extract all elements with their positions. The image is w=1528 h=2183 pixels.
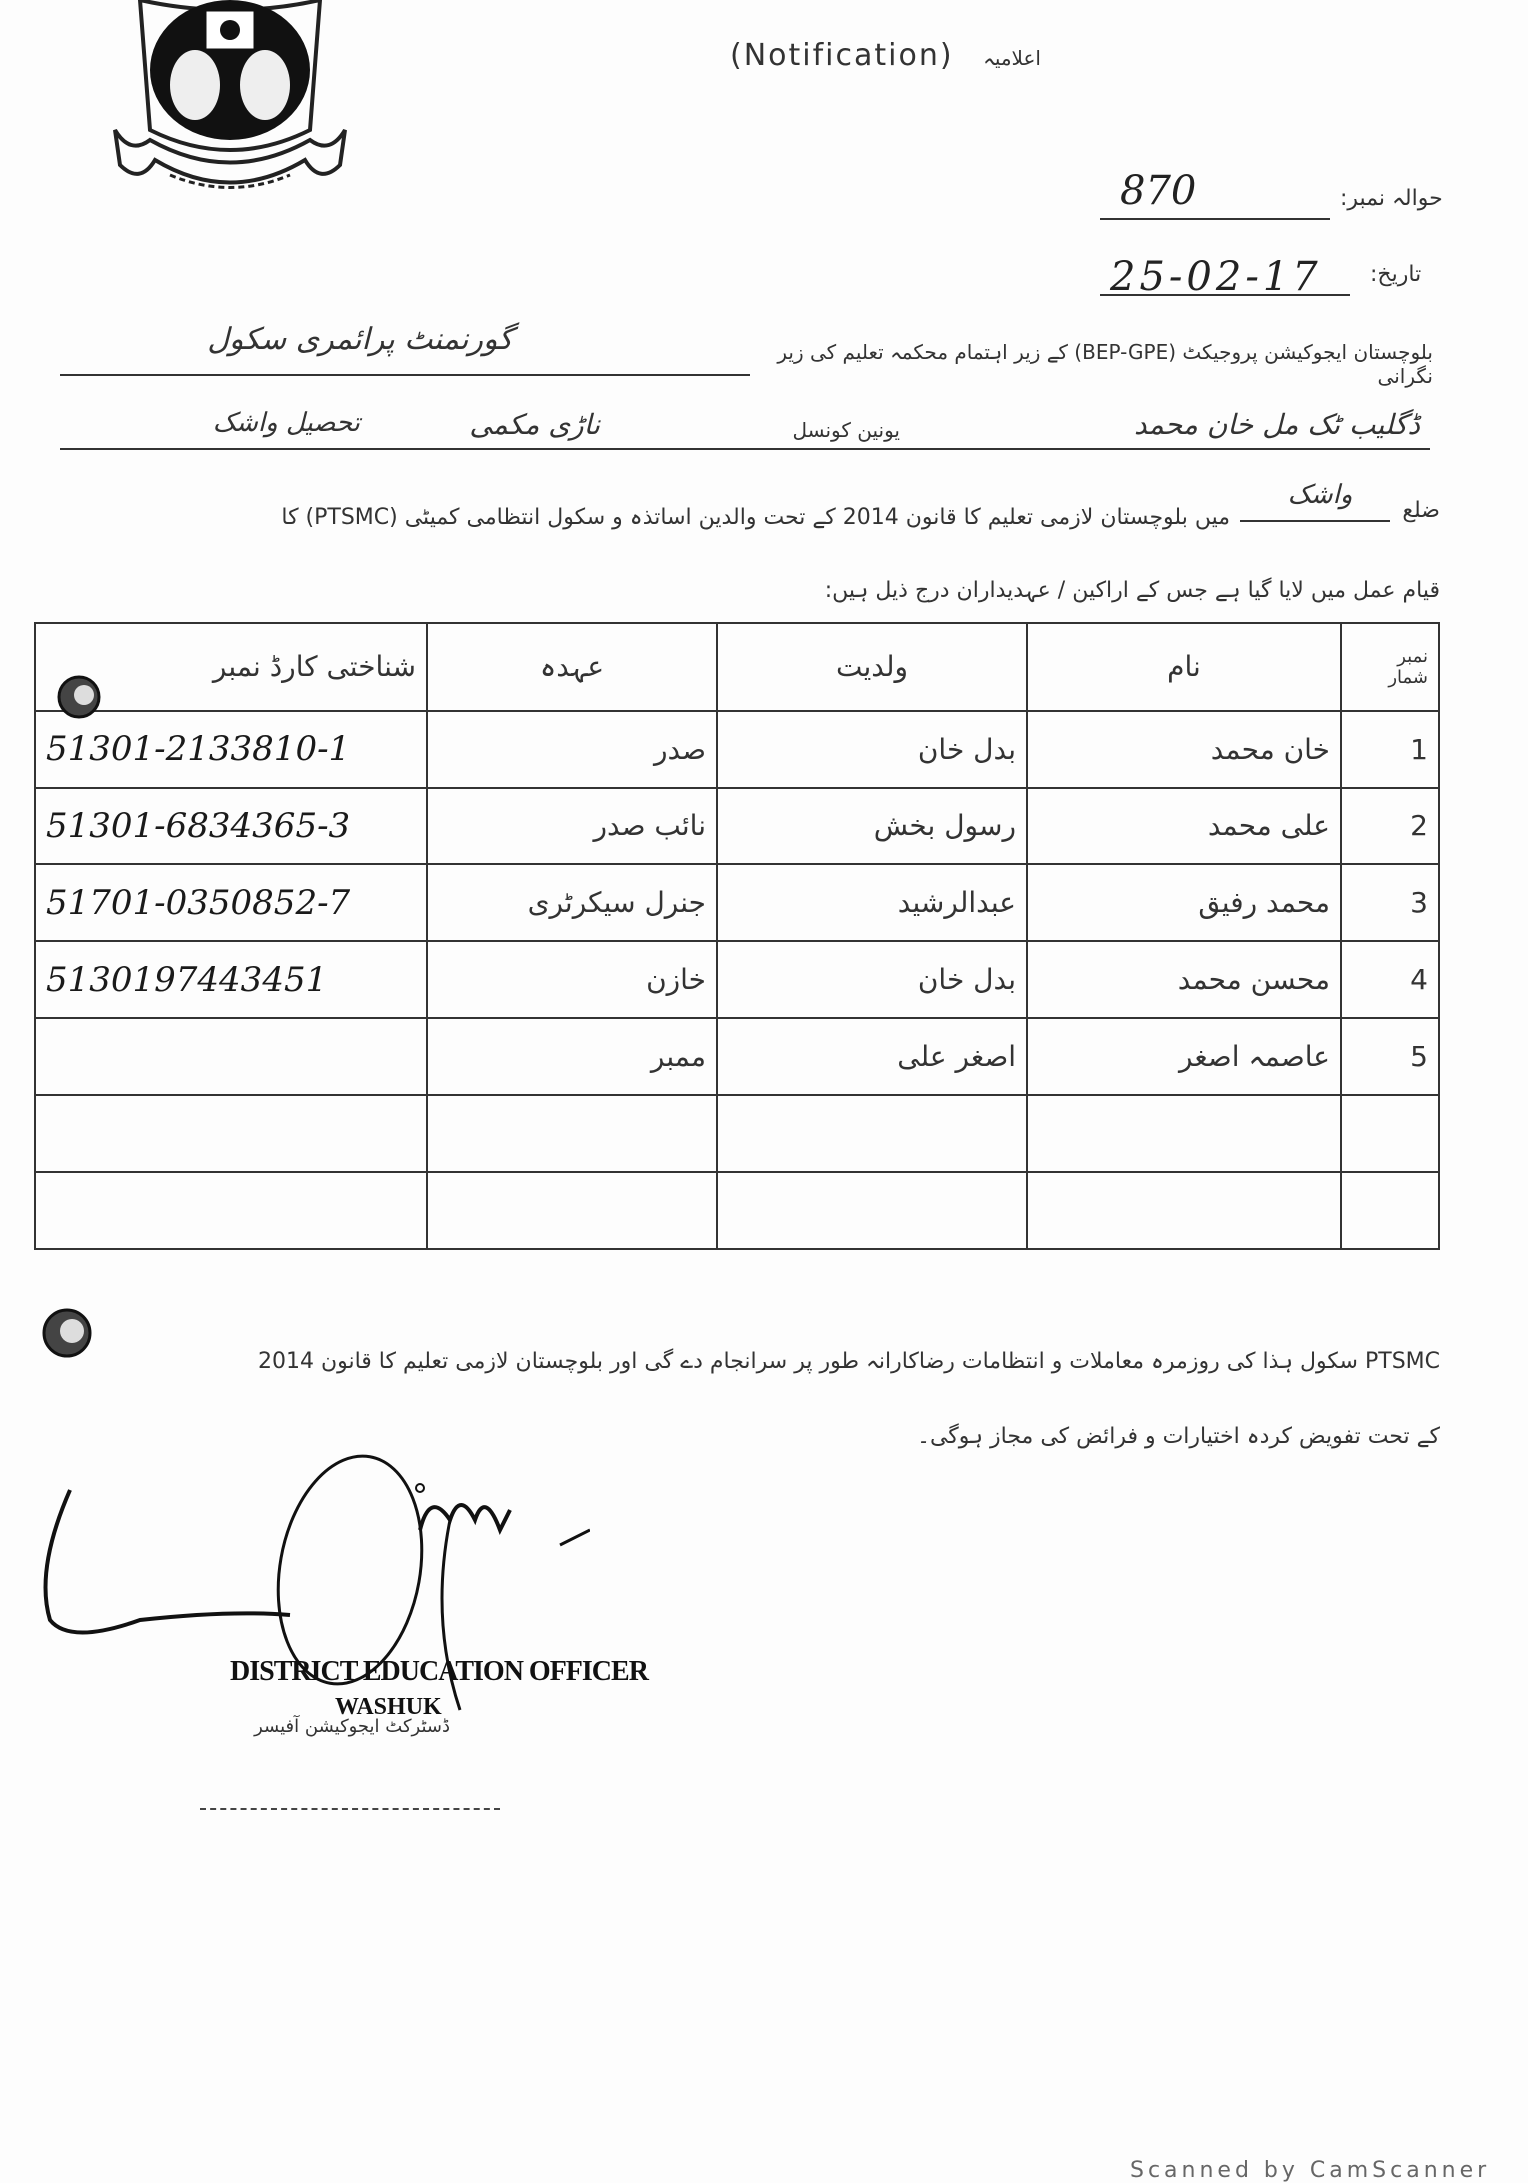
father-cell: اصغر علی	[717, 1018, 1027, 1095]
punch-hole-icon	[56, 674, 102, 720]
union-council-fill: ناڑی مکمی	[469, 408, 600, 441]
role-cell	[427, 1095, 717, 1172]
serial-cell	[1341, 1095, 1439, 1172]
cnic-cell	[35, 1018, 427, 1095]
header-cnic: شناختی کارڈ نمبر	[35, 623, 427, 711]
table-row	[35, 864, 1439, 941]
closing-line2: کے تحت تفویض کردہ اختیارات و فرائض کی مجاز ہوگی۔	[917, 1424, 1440, 1449]
name-cell: محسن محمد	[1027, 941, 1341, 1018]
reference-number-label: حوالہ نمبر:	[1340, 186, 1443, 211]
father-cell: بدل خان	[717, 941, 1027, 1018]
father-cell	[717, 1095, 1027, 1172]
table-row	[35, 1018, 1439, 1095]
members-table	[34, 622, 1440, 1250]
body-line1-prefix: بلوچستان ایجوکیشن پروجیکٹ (BEP-GPE) کے زیر اہتمام محکمہ تعلیم کی زیر نگرانی	[777, 340, 1433, 388]
reference-number: 870	[1120, 168, 1197, 214]
table-header-row	[35, 623, 1439, 711]
header-role: عہدہ	[427, 623, 717, 711]
serial-cell: 1	[1341, 711, 1439, 788]
serial-cell: 3	[1341, 864, 1439, 941]
role-cell: خازن	[427, 941, 717, 1018]
father-cell: عبدالرشید	[717, 864, 1027, 941]
government-emblem-icon	[110, 0, 350, 210]
cnic-cell: 5130197443451	[35, 941, 427, 1018]
cnic-cell	[35, 1172, 427, 1249]
signature-icon	[30, 1450, 590, 1740]
header-father: ولدیت	[717, 623, 1027, 711]
name-cell: عاصمہ اصغر	[1027, 1018, 1341, 1095]
school-name-fill: گورنمنٹ پرائمری سکول	[207, 322, 513, 357]
header-serial: نمبر شمار	[1341, 623, 1439, 711]
closing-line1: PTSMC سکول ہذا کی روزمرہ معاملات و انتظامات رضاکارانہ طور پر سرانجام دے گی اور بلوچستان لازمی تعلیم کا قانون 2014	[257, 1349, 1440, 1374]
father-cell	[717, 1172, 1027, 1249]
notification-title	[730, 38, 1041, 73]
name-cell	[1027, 1172, 1341, 1249]
name-cell	[1027, 1095, 1341, 1172]
role-cell: نائب صدر	[427, 788, 717, 865]
member-school-fill: ڈگلیب ٹک مل خان محمد	[1133, 408, 1420, 441]
header-name: نام	[1027, 623, 1341, 711]
cnic-cell	[35, 1095, 427, 1172]
body-line3-text: میں بلوچستان لازمی تعلیم کا قانون 2014 کے تحت والدین اساتذہ و سکول انتظامی کمیٹی (PTSMC) کا	[281, 505, 1230, 530]
role-cell: صدر	[427, 711, 717, 788]
cnic-cell: 51301-6834365-3	[35, 788, 427, 865]
notification-title-ur: اعلامیہ	[983, 46, 1041, 70]
table-row	[35, 1172, 1439, 1249]
serial-cell	[1341, 1172, 1439, 1249]
union-council-label: یونین کونسل	[792, 418, 900, 442]
role-cell	[427, 1172, 717, 1249]
role-cell: جنرل سیکرٹری	[427, 864, 717, 941]
body-line4-text: قیام عمل میں لایا گیا ہے جس کے اراکین / عہدیداران درج ذیل ہیں:	[824, 578, 1440, 603]
cnic-cell: 51701-0350852-7	[35, 864, 427, 941]
serial-cell: 4	[1341, 941, 1439, 1018]
table-row	[35, 711, 1439, 788]
name-cell: محمد رفیق	[1027, 864, 1341, 941]
table-row	[35, 941, 1439, 1018]
serial-cell: 5	[1341, 1018, 1439, 1095]
notification-date: 25-02-17	[1110, 254, 1322, 300]
district-fill: واشک	[1287, 480, 1353, 510]
stamp-urdu: ڈسٹرکٹ ایجوکیشن آفیسر	[254, 1716, 450, 1737]
scanner-watermark: Scanned by CamScanner	[1130, 2158, 1491, 2183]
serial-cell: 2	[1341, 788, 1439, 865]
stamp-officer-title: DISTRICT EDUCATION OFFICER	[230, 1656, 648, 1687]
role-cell: ممبر	[427, 1018, 717, 1095]
name-cell: علی محمد	[1027, 788, 1341, 865]
table-row	[35, 1095, 1439, 1172]
district-label: ضلع	[1402, 498, 1440, 523]
father-cell: رسول بخش	[717, 788, 1027, 865]
father-cell: بدل خان	[717, 711, 1027, 788]
name-cell: خان محمد	[1027, 711, 1341, 788]
date-label: تاریخ:	[1370, 262, 1422, 287]
tehsil-fill: تحصیل واشک	[212, 408, 360, 438]
notification-title-en: (Notification)	[730, 38, 954, 73]
cnic-cell: 51301-2133810-1	[35, 711, 427, 788]
stamp-district: WASHUK	[335, 1694, 442, 1720]
table-row	[35, 788, 1439, 865]
